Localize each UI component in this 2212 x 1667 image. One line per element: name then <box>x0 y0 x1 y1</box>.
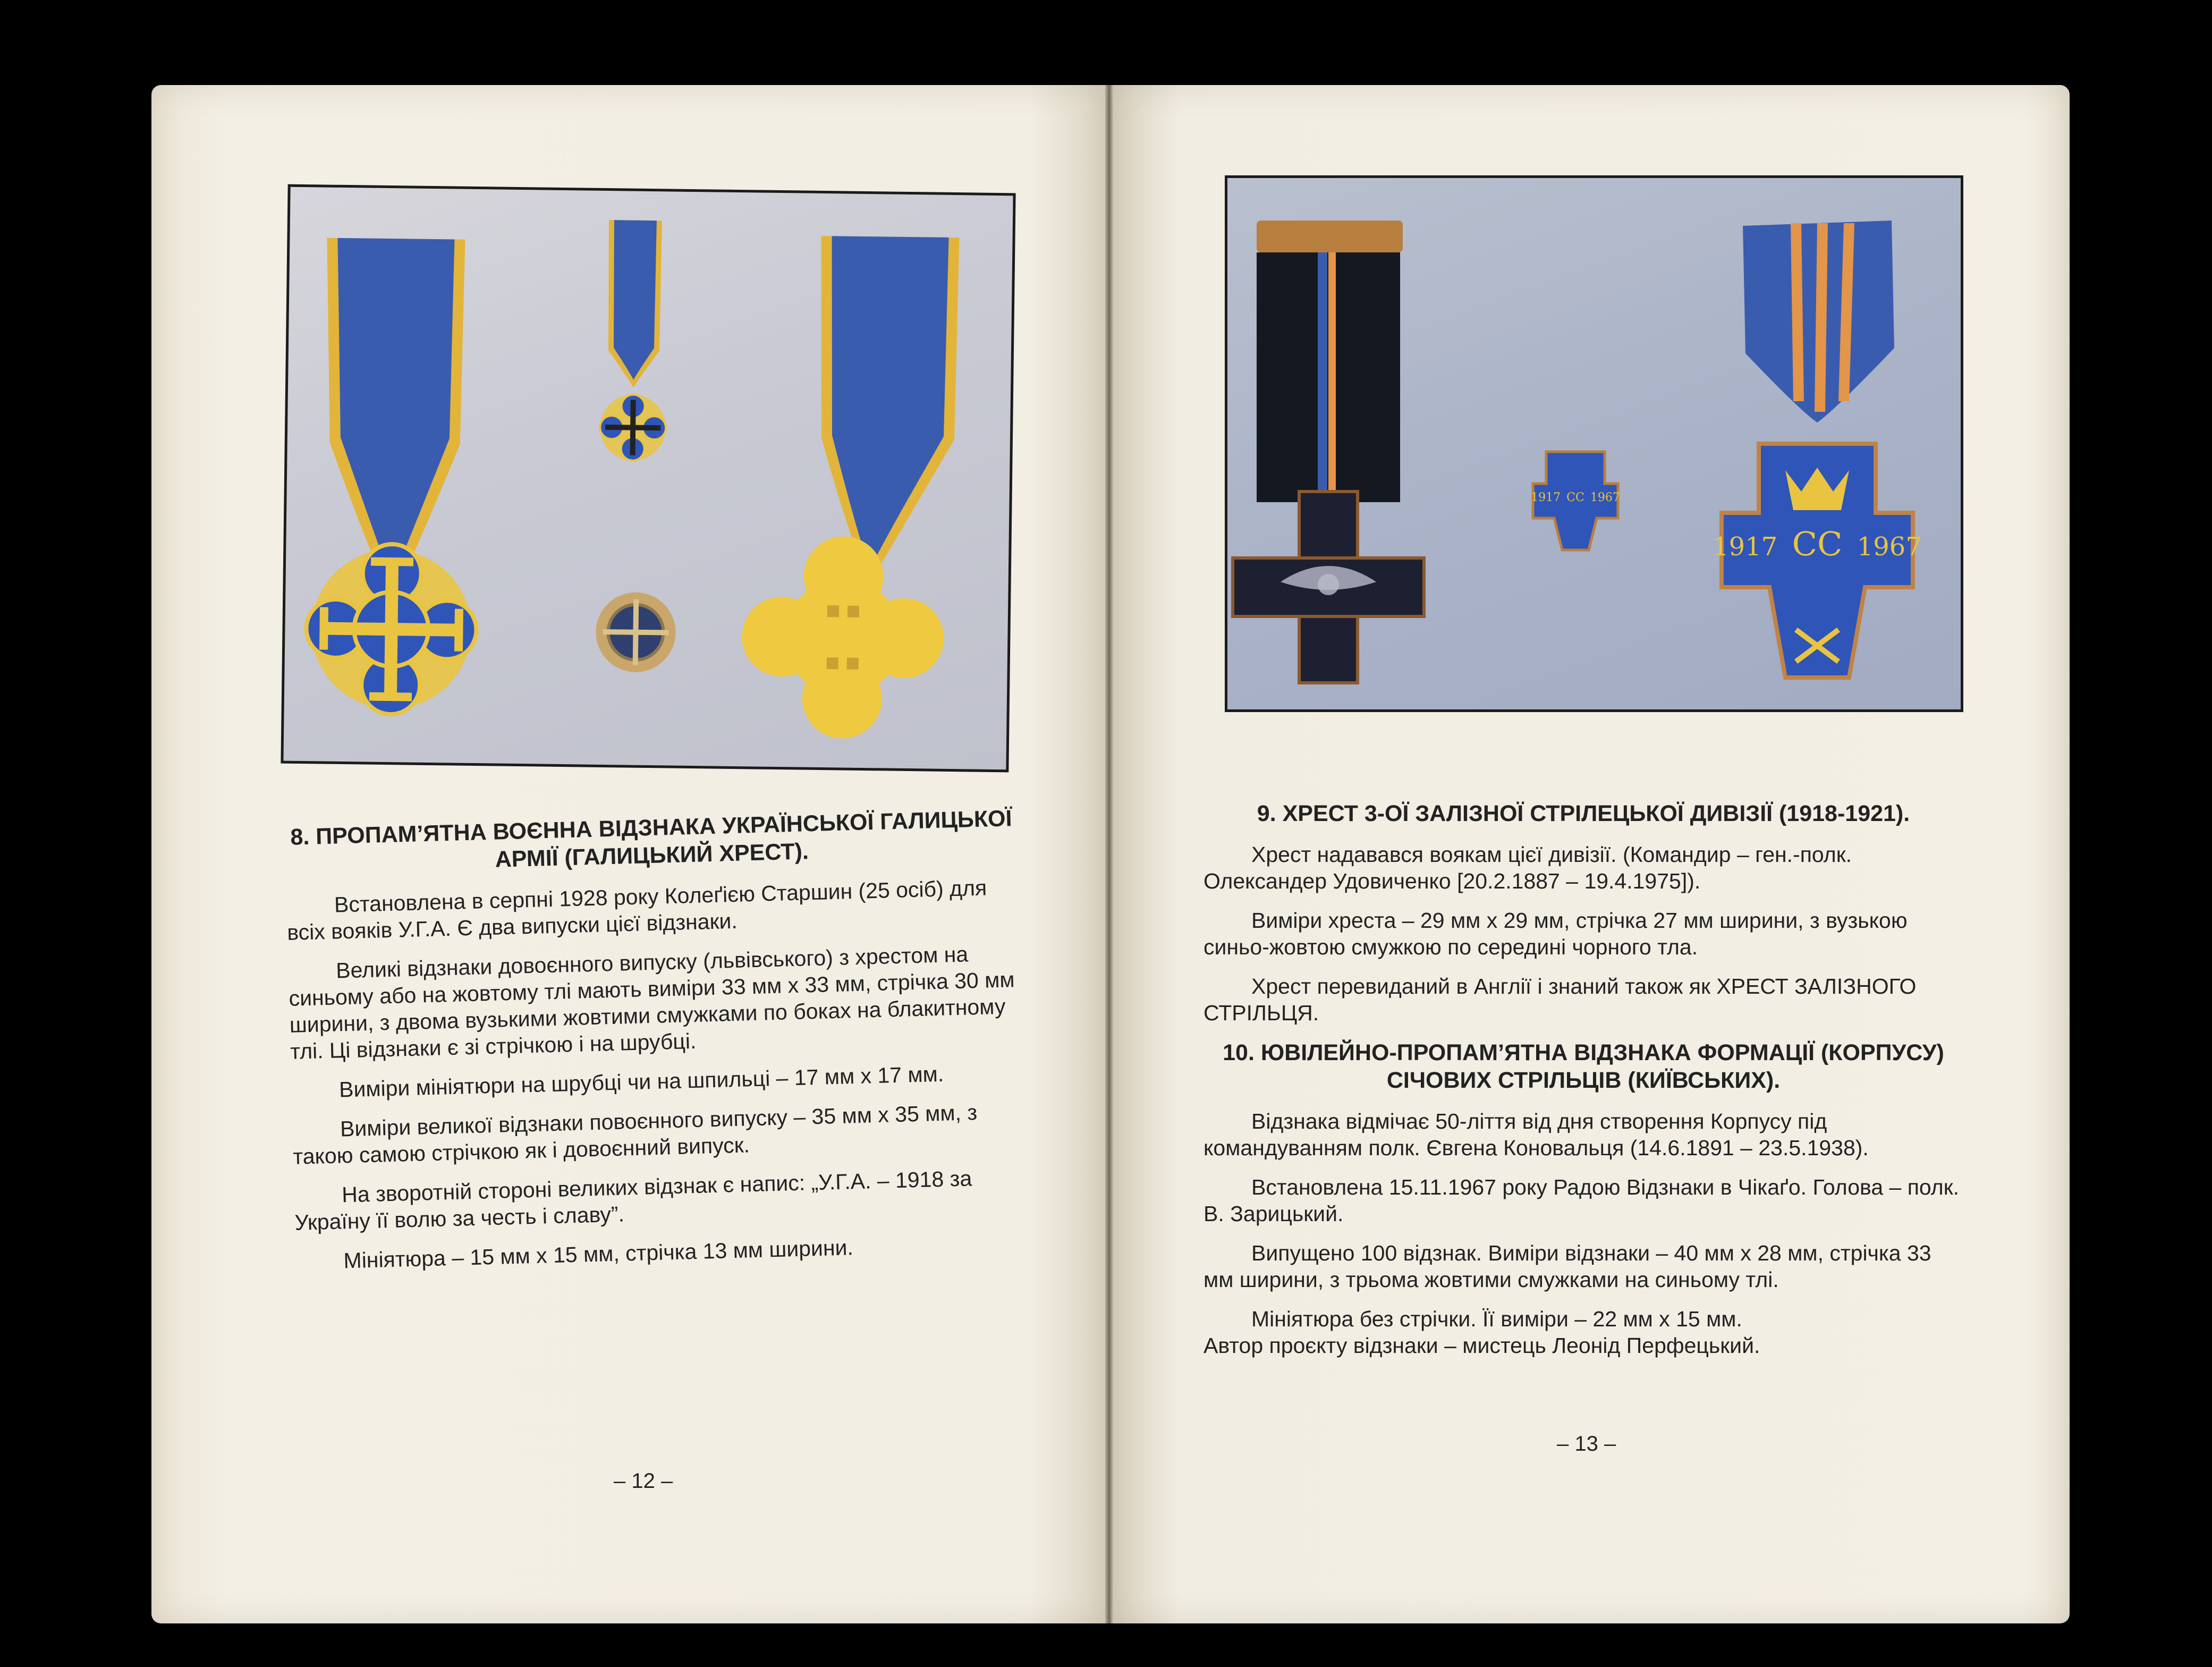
ribbon-miniature <box>607 220 662 388</box>
section-9-heading: 9. ХРЕСТ 3-ОЇ ЗАЛІЗНОЇ СТРІЛЕЦЬКОЇ ДИВІЗІЇ (1918-1921). <box>1257 801 1910 826</box>
svg-text:1917 СС 19 <box>1531 491 1620 504</box>
ribbon-hanger-bar <box>1257 221 1403 252</box>
photo-galician-cross-medals <box>281 184 1015 773</box>
book-gutter <box>1105 85 1113 1623</box>
paragraph: Хрест перевиданий в Англії і знаний також як ХРЕСТ ЗАЛІЗНОГО СТРІЛЬЦЯ. <box>1204 974 1917 1025</box>
section-10-heading: 10. ЮВІЛЕЙНО-ПРОПАМ’ЯТНА ВІДЗНАКА ФОРМАЦІЇ (КОРПУСУ) СІЧОВИХ СТРІЛЬЦІВ (КИЇВСЬКИХ). <box>1223 1040 1944 1093</box>
paragraph: Виміри великої відзнаки повоєнного випуску – 35 мм х 35 мм, з такою самою стрічкою як і довоєнний випуск. <box>292 1100 978 1169</box>
mini-initials: СС <box>1566 491 1584 504</box>
page-number-right: – 13 – <box>1557 1432 1616 1456</box>
paragraph: На зворотній стороні великих відзнак є напис: „У.Г.А. – 1918 за Україну її волю за честь і славу”. <box>294 1166 972 1235</box>
badge-year-left: 1917 <box>1713 532 1778 562</box>
left-page <box>151 85 1105 1623</box>
paragraph: Встановлена 15.11.1967 року Радою Відзнаки в Чікаґо. Голова – полк. В. Зарицький. <box>1204 1175 1960 1226</box>
sich-riflemen-miniature <box>1531 452 1620 550</box>
mini-year-left: 1917 <box>1531 491 1561 504</box>
badge-initials: СС <box>1792 524 1843 563</box>
galician-cross-reverse <box>741 535 945 740</box>
paragraph: Хрест надавався воякам цієї дивізії. (Командир – ген.-полк. Олександер Удовиченко [20.2.1887 – 19.4.1975]). <box>1204 842 1852 893</box>
paragraph: Випущено 100 відзнак. Виміри відзнаки – 40 мм х 28 мм, стрічка 33 мм ширини, з трьома жовтими смужками на синьому тлі. <box>1204 1241 1931 1292</box>
left-text-block <box>284 805 1029 1288</box>
right-text-block <box>1204 800 1963 1372</box>
page-number-left: – 12 – <box>614 1469 673 1493</box>
paragraph: Виміри мініятюри на шрубці чи на шпильці – 17 мм х 17 мм. <box>338 1061 944 1102</box>
mini-year-right: 1967 <box>1590 491 1620 504</box>
paragraph: Великі відзнаки довоєнного випуску (львівського) з хрестом на синьому або на жовтому тлі мають виміри 33 мм х 33 мм, стрічка 30 мм ширини, з двома вузькими жовтими смужками по боках на блакитному тлі. Ці відзнаки є зі стрічкою і на шрубці. <box>289 942 1015 1064</box>
paragraph: Мініятюра – 15 мм х 15 мм, стрічка 13 мм ширини. <box>343 1235 854 1273</box>
galician-cross-illustration <box>283 187 1013 770</box>
black-ribbon <box>1257 252 1400 502</box>
photo-iron-division-cross <box>1225 175 1963 712</box>
paragraph: Встановлена в серпні 1928 року Колеґією Старшин (25 осіб) для всіх вояків У.Г.А. Є два випуски цієї відзнаки. <box>286 875 987 945</box>
section-8-heading: 8. ПРОПАМ’ЯТНА ВОЄННА ВІДЗНАКА УКРАЇНСЬКОЇ ГАЛИЦЬКОЇ АРМІЇ (ГАЛИЦЬКИЙ ХРЕСТ). <box>290 806 1012 873</box>
paragraph: Відзнака відмічає 50-ліття від дня створення Корпусу під командуванням полк. Євгена Коновальця (14.6.1891 – 23.5.1938). <box>1204 1109 1869 1160</box>
paragraph: Виміри хреста – 29 мм х 29 мм, стрічка 27 мм ширини, з вузькою синьо-жовтою смужкою по середині чорного тла. <box>1204 908 1908 959</box>
paragraph: Мініятюра без стрічки. Її виміри – 22 мм х 15 мм. <box>1251 1307 1742 1331</box>
badge-year-right: 1967 <box>1857 532 1922 562</box>
iron-division-cross <box>1233 492 1424 683</box>
galician-cross-pin <box>596 592 676 673</box>
right-page <box>1113 85 2070 1623</box>
galician-cross-obverse <box>306 543 478 715</box>
blue-orange-ribbon <box>1743 221 1894 422</box>
iron-division-cross-illustration <box>1227 178 1961 709</box>
ribbon-large-right <box>817 236 960 583</box>
galician-cross-miniature <box>599 394 666 461</box>
sich-riflemen-jubilee-badge <box>1713 444 1922 678</box>
author-line: Автор проєкту відзнаки – мистець Леонід Перфецький. <box>1204 1333 1760 1358</box>
